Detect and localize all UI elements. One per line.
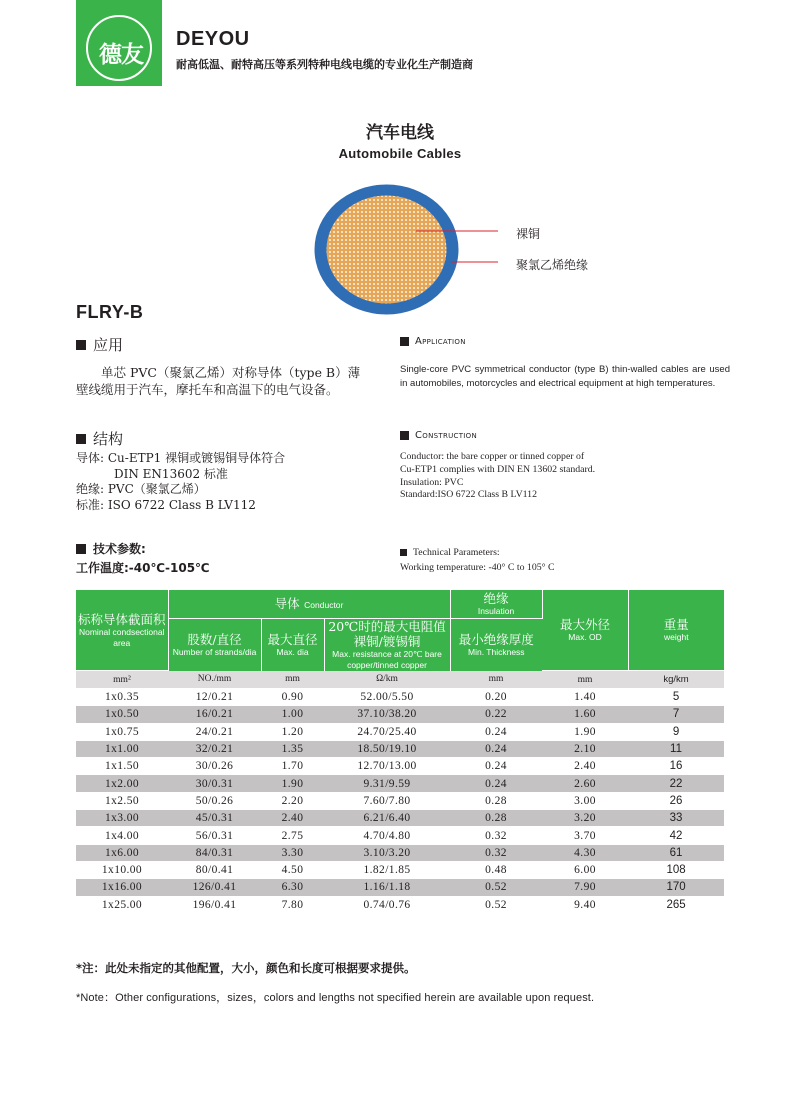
- col-header-strands: 股数/直径 Number of strands/dia: [168, 618, 261, 671]
- construction-heading-cn: [76, 428, 123, 449]
- table-cell: 5: [628, 689, 724, 706]
- table-cell: 1.16/1.18: [324, 879, 450, 896]
- application-heading-cn: [76, 334, 123, 355]
- unit-cell: kg/km: [628, 671, 724, 689]
- col-header-max-od: 最大外径 Max. OD: [542, 590, 628, 671]
- page-title-cn: 汽车电线: [366, 123, 434, 143]
- table-cell: 7.80: [261, 896, 324, 913]
- table-cell: 2.75: [261, 827, 324, 844]
- table-row: [76, 723, 724, 740]
- table-cell: 26: [628, 792, 724, 809]
- table-row: [76, 758, 724, 775]
- logo-circle: [86, 15, 152, 81]
- table-cell: 0.52: [450, 896, 542, 913]
- table-cell: 11: [628, 740, 724, 757]
- table-cell: 6.30: [261, 879, 324, 896]
- table-cell: 0.90: [261, 689, 324, 706]
- construction-text-en: [400, 451, 595, 502]
- square-bullet-icon: [76, 544, 86, 554]
- table-cell: 2.20: [261, 792, 324, 809]
- table-cell: 6.21/6.40: [324, 810, 450, 827]
- table-cell: 1x2.00: [76, 775, 168, 792]
- company-tagline: 耐高低温、耐特高压等系列特种电线电缆的专业化生产制造商: [176, 58, 473, 71]
- col-header-cross-section: 标称导体截面积 Nominal condsectional area: [76, 590, 168, 671]
- cable-cross-section-diagram: [313, 183, 460, 316]
- table-cell: 7.60/7.80: [324, 792, 450, 809]
- construction-line: Insulation: PVC: [400, 476, 464, 488]
- table-cell: 1x3.00: [76, 810, 168, 827]
- square-bullet-icon: [76, 340, 86, 350]
- table-cell: 32/0.21: [168, 740, 261, 757]
- table-row: [76, 689, 724, 706]
- table-cell: 12/0.21: [168, 689, 261, 706]
- application-text-cn: 单芯 PVC（聚氯乙烯）对称导体（type B）薄壁线缆用于汽车，摩托车和高温下的电气设备。: [76, 365, 361, 397]
- table-cell: 30/0.26: [168, 758, 261, 775]
- table-cell: 0.24: [450, 775, 542, 792]
- table-cell: 80/0.41: [168, 861, 261, 878]
- table-cell: 9.40: [542, 896, 628, 913]
- table-cell: 4.30: [542, 844, 628, 861]
- table-cell: 1x4.00: [76, 827, 168, 844]
- table-cell: 16: [628, 758, 724, 775]
- table-cell: 2.60: [542, 775, 628, 792]
- tech-params-heading-en: [400, 547, 500, 558]
- unit-cell: mm: [542, 671, 628, 689]
- col-header-resistance: 20℃时的最大电阻值裸铜/镀锡铜 Max. resistance at 20℃ bare copper/tinned copper: [324, 618, 450, 671]
- unit-cell: mm²: [76, 671, 168, 689]
- construction-line: Cu-ETP1 complies with DIN EN 13602 standard.: [400, 463, 596, 475]
- table-cell: 1.82/1.85: [324, 861, 450, 878]
- table-cell: 1.35: [261, 740, 324, 757]
- heading-text: Application: [415, 336, 466, 347]
- table-cell: 52.00/5.50: [324, 689, 450, 706]
- table-cell: 3.20: [542, 810, 628, 827]
- table-cell: 170: [628, 879, 724, 896]
- construction-line: 绝缘: PVC（聚氯乙烯）: [76, 482, 206, 497]
- logo: [76, 0, 162, 86]
- logo-text: 德友: [99, 42, 143, 68]
- table-row: [76, 861, 724, 878]
- table-cell: 1.60: [542, 706, 628, 723]
- note-en: *Note：Other configurations，sizes，colors and lengths not specified herein are available upon request.: [76, 992, 595, 1004]
- heading-text: 应用: [93, 336, 124, 354]
- table-cell: 1x6.00: [76, 844, 168, 861]
- table-cell: 0.24: [450, 758, 542, 775]
- table-cell: 1.40: [542, 689, 628, 706]
- table-row: [76, 896, 724, 913]
- table-cell: 2.10: [542, 740, 628, 757]
- square-bullet-icon: [400, 549, 407, 556]
- table-cell: 0.24: [450, 723, 542, 740]
- table-cell: 30/0.31: [168, 775, 261, 792]
- table-cell: 61: [628, 844, 724, 861]
- table-cell: 0.32: [450, 827, 542, 844]
- insulation-label: 聚氯乙烯绝缘: [516, 258, 589, 272]
- table-cell: 16/0.21: [168, 706, 261, 723]
- col-header-weight: 重量 weight: [628, 590, 724, 671]
- table-cell: 50/0.26: [168, 792, 261, 809]
- brand-name: DEYOU: [176, 28, 250, 50]
- unit-cell: mm: [261, 671, 324, 689]
- construction-line: 导体: Cu-ETP1 裸铜或镀锡铜导体符合: [76, 451, 286, 465]
- heading-text: 技术参数:: [93, 542, 146, 556]
- unit-cell: mm: [450, 671, 542, 689]
- table-cell: 0.22: [450, 706, 542, 723]
- square-bullet-icon: [76, 434, 86, 444]
- table-cell: 56/0.31: [168, 827, 261, 844]
- table-cell: 0.32: [450, 844, 542, 861]
- table-row: [76, 775, 724, 792]
- table-cell: 18.50/19.10: [324, 740, 450, 757]
- table-cell: 12.70/13.00: [324, 758, 450, 775]
- table-cell: 22: [628, 775, 724, 792]
- table-cell: 1x25.00: [76, 896, 168, 913]
- table-header-row: [76, 590, 724, 618]
- table-cell: 45/0.31: [168, 810, 261, 827]
- application-heading-en: [400, 336, 466, 347]
- table-cell: 42: [628, 827, 724, 844]
- heading-text: Technical Parameters:: [413, 547, 500, 558]
- table-cell: 7.90: [542, 879, 628, 896]
- square-bullet-icon: [400, 337, 409, 346]
- table-cell: 7: [628, 706, 724, 723]
- working-temperature-en: Working temperature: -40° C to 105° C: [400, 562, 555, 573]
- table-row: [76, 706, 724, 723]
- table-cell: 1x10.00: [76, 861, 168, 878]
- table-row: [76, 810, 724, 827]
- table-cell: 3.10/3.20: [324, 844, 450, 861]
- table-cell: 1.00: [261, 706, 324, 723]
- conductor-core: [327, 196, 447, 304]
- table-cell: 9: [628, 723, 724, 740]
- table-cell: 1.20: [261, 723, 324, 740]
- table-cell: 1x1.00: [76, 740, 168, 757]
- table-row: [76, 792, 724, 809]
- unit-cell: NO./mm: [168, 671, 261, 689]
- table-row: [76, 740, 724, 757]
- table-cell: 33: [628, 810, 724, 827]
- heading-text: 结构: [93, 430, 124, 448]
- construction-line: DIN EN13602 标准: [114, 466, 228, 481]
- construction-line: Standard:ISO 6722 Class B LV112: [400, 489, 537, 501]
- table-cell: 126/0.41: [168, 879, 261, 896]
- table-cell: 3.70: [542, 827, 628, 844]
- table-cell: 1x0.50: [76, 706, 168, 723]
- col-header-min-thickness: 最小绝缘厚度 Min. Thickness: [450, 618, 542, 671]
- col-header-conductor: 导体 Conductor: [168, 590, 450, 618]
- table-row: [76, 844, 724, 861]
- table-row: [76, 827, 724, 844]
- table-cell: 24.70/25.40: [324, 723, 450, 740]
- table-cell: 9.31/9.59: [324, 775, 450, 792]
- table-cell: 6.00: [542, 861, 628, 878]
- heading-text: Construction: [415, 430, 478, 441]
- specification-table: [76, 590, 724, 914]
- units-row: [76, 671, 724, 689]
- table-cell: 2.40: [542, 758, 628, 775]
- table-cell: 1x16.00: [76, 879, 168, 896]
- table-cell: 108: [628, 861, 724, 878]
- col-header-insulation: 绝缘 Insulation: [450, 590, 542, 618]
- table-cell: 24/0.21: [168, 723, 261, 740]
- table-cell: 1x0.75: [76, 723, 168, 740]
- table-cell: 0.52: [450, 879, 542, 896]
- construction-line: 标准: ISO 6722 Class B LV112: [76, 497, 256, 512]
- application-text-en: Single-core PVC symmetrical conductor (type B) thin-walled cables are used in automobiles, motorcycles and electrical equipment at high temperatures.: [400, 364, 730, 389]
- table-cell: 84/0.31: [168, 844, 261, 861]
- construction-line: Conductor: the bare copper or tinned copper of: [400, 451, 585, 462]
- table-cell: 1.90: [261, 775, 324, 792]
- tech-params-heading-cn: [76, 540, 146, 557]
- model-name: FLRY-B: [76, 302, 144, 322]
- table-cell: 0.20: [450, 689, 542, 706]
- table-cell: 1x0.35: [76, 689, 168, 706]
- construction-heading-en: [400, 430, 477, 441]
- table-cell: 0.28: [450, 810, 542, 827]
- table-cell: 1.90: [542, 723, 628, 740]
- construction-text-cn: [76, 451, 285, 513]
- table-cell: 3.00: [542, 792, 628, 809]
- table-row: [76, 879, 724, 896]
- table-cell: 196/0.41: [168, 896, 261, 913]
- note-cn: *注：此处未指定的其他配置，大小，颜色和长度可根据要求提供。: [76, 961, 416, 975]
- table-cell: 0.74/0.76: [324, 896, 450, 913]
- table-cell: 2.40: [261, 810, 324, 827]
- table-cell: 37.10/38.20: [324, 706, 450, 723]
- table-cell: 4.70/4.80: [324, 827, 450, 844]
- table-cell: 265: [628, 896, 724, 913]
- working-temperature-cn: 工作温度:-40℃-105℃: [76, 561, 210, 575]
- table-cell: 0.24: [450, 740, 542, 757]
- table-cell: 0.48: [450, 861, 542, 878]
- table-cell: 3.30: [261, 844, 324, 861]
- page-title-en: Automobile Cables: [338, 146, 462, 161]
- copper-label: 裸铜: [516, 227, 541, 241]
- pointer-extension: [460, 230, 500, 265]
- table-cell: 1x1.50: [76, 758, 168, 775]
- col-header-max-dia: 最大直径 Max. dia: [261, 618, 324, 671]
- table-cell: 0.28: [450, 792, 542, 809]
- square-bullet-icon: [400, 431, 409, 440]
- unit-cell: Ω/km: [324, 671, 450, 689]
- table-cell: 4.50: [261, 861, 324, 878]
- table-cell: 1x2.50: [76, 792, 168, 809]
- table-cell: 1.70: [261, 758, 324, 775]
